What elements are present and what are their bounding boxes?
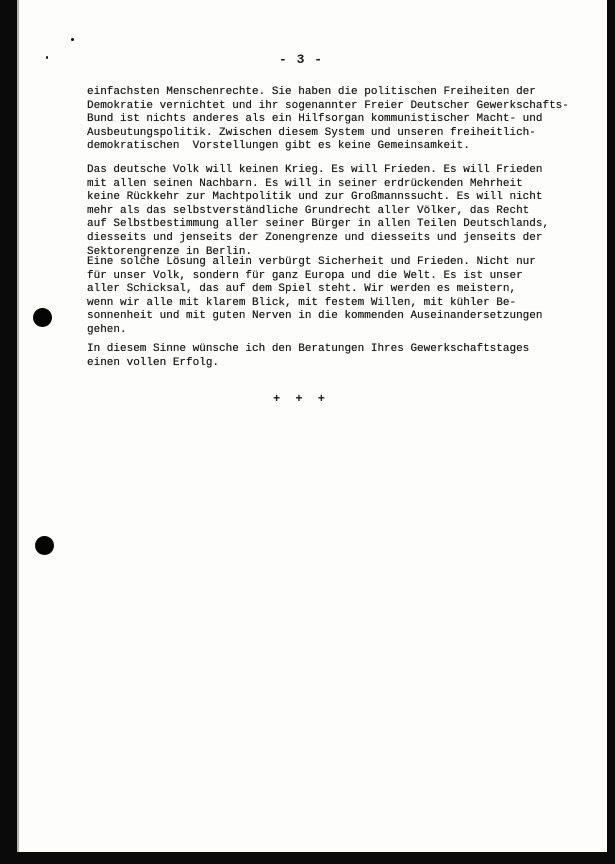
closing-mark: + + + bbox=[273, 392, 330, 406]
paragraph-2: Das deutsche Volk will keinen Krieg. Es will Frieden. Es will Frieden mit allen seinen Nachbarn. Es will in seiner erdrückenden Mehrheit keine Rückkehr zur Machtpolitik und zur Großmannssucht. Es will nicht mehr als das selbstverständliche Grundrecht aller Völker, das Recht auf Selbstbestimmung aller seiner Bürger in allen Teilen Deutschlands, diesseits und jenseits der Zonengrenze und diesseits und jenseits der Sektorengrenze in Berlin. bbox=[87, 164, 550, 258]
document-page bbox=[17, 0, 607, 852]
punch-hole bbox=[35, 536, 54, 555]
paragraph-3: Eine solche Lösung allein verbürgt Sicherheit und Frieden. Nicht nur für unser Volk, sondern für ganz Europa und die Welt. Es ist unser aller Schicksal, das auf dem Spiel steht. Wir werden es meistern, wenn wir alle mit klarem Blick, mit festem Willen, mit kühler Be- sonnenheit und mit guten Nerven in die kommenden Auseinandersetzungen gehen. bbox=[87, 256, 543, 336]
scan-speck bbox=[46, 56, 48, 59]
scan-speck bbox=[71, 38, 74, 41]
page-number: - 3 - bbox=[279, 52, 324, 67]
paragraph-4: In diesem Sinne wünsche ich den Beratungen Ihres Gewerkschaftstages einen vollen Erfolg. bbox=[87, 343, 530, 369]
page-edge-shadow bbox=[17, 0, 19, 852]
punch-hole bbox=[33, 308, 52, 327]
paragraph-1: einfachsten Menschenrechte. Sie haben die politischen Freiheiten der Demokratie vernichtet und ihr sogenannter Freier Deutscher Gewerkschafts- Bund ist nichts anderes als ein Hilfsorgan kommunistischer Macht- und Ausbeutungspolitik. Zwischen diesem System und unseren freiheitlich- demokratischen Vorstellungen gibt es keine Gemeinsamkeit. bbox=[87, 86, 569, 153]
